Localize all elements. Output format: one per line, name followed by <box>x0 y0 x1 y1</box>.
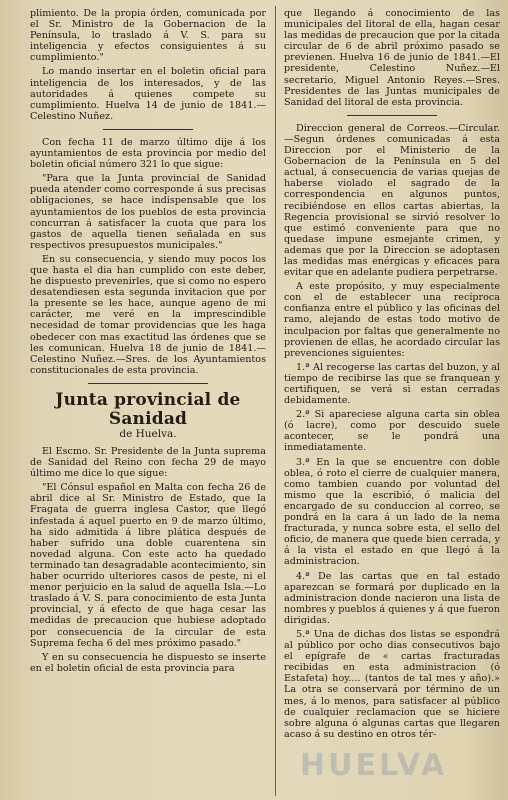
left-column <box>30 8 266 792</box>
paragraph: "El Cónsul español en Malta con fecha 26 de abril dice al Sr. Ministro de Estado, que la Fragata de guerra inglesa Castor, que llegó infestada á aquel puerto en 9 de marzo último, ha sido admitida á libre plática después de haber sufrido una doble cuarentena sin novedad alguna. Con este acto ha quedado terminado tan desagradable acontecimiento, sin haber ocurrido ulteriores casos de peste, ni el menor perjuicio en la salud de aquella Isla.—Lo traslado á V. S. para conocimiento de esta Junta provincial, y á efecto de que haga cesar las medidas de precaucion que hubiese adoptado por consecuencia de la circular de esta Suprema fecha 6 del mes próximo pasado." <box>30 482 266 649</box>
section-title: Junta provincial de Sanidad <box>55 389 241 429</box>
separator-rule <box>347 115 437 116</box>
paragraph: 5.ª Una de dichas dos listas se espondrá al público por ocho dias consecutivos bajo el epígrafe de « cartas fracturadas recibidas en esta administracion (ó Estafeta) hoy.... (tantos de tal mes y año).» La otra se conservará por término de un mes, á lo menos, para satisfacer al público de cualquier reclamacion que se hiciere sobre alguna ó algunas cartas que llegaren acaso á su destino en otros tér- <box>284 628 500 740</box>
separator-rule <box>103 129 193 130</box>
paragraph: Y en su consecuencia he dispuesto se inserte en el boletin oficial de esta provincia para <box>30 651 266 674</box>
paragraph: 1.ª Al recogerse las cartas del buzon, y al tiempo de recibirse las que se franquean y certifiquen, se verá si estan cerradas debidamente. <box>284 361 500 407</box>
column-divider <box>275 6 276 796</box>
paragraph: Con fecha 11 de marzo último dije á los ayuntamientos de esta provincia por medio del boletin oficial número 321 lo que sigue: <box>30 136 266 171</box>
paragraph: que llegando á conocimiento de las municipales del litoral de ella, hagan cesar las medidas de precaucion que por la citada circular de 6 de abril próximo pasado se previenen. Huelva 16 de junio de 1841.—El presidente, Celestino Nuñez.—El secretario, Miguel Antonio Reyes.—Sres. Presidentes de las Juntas municipales de Sanidad del litoral de esta provincia. <box>284 8 500 108</box>
paragraph: 2.ª Si apareciese alguna carta sin oblea (ó lacre), como por descuido suele acontecer, se le pondrá una inmediatamente. <box>284 409 500 454</box>
paragraph: A este propósito, y muy especialmente con el de establecer una recíproca confianza entre el público y las oficinas del ramo, alejando de estas todo motivo de inculpacion por faltas que generalmente no provienen de ellas, he acordado circular las prevenciones siguientes: <box>284 281 500 359</box>
paragraph: "Para que la Junta provincial de Sanidad pueda atender como corresponde á sus precisas obligaciones, se hace indispensable que los ayuntamientos de los pueblos de esta provincia concurran á satisfacer la cuota que para los gastos de aquella tienen señalada en sus respectivos presupuestos municipales." <box>30 173 266 251</box>
paragraph: 4.ª De las cartas que en tal estado aparezcan se formará por duplicado en la administracion donde nacieron una lista de nombres y pueblos á quienes y á que fueron dirigidas. <box>284 570 500 626</box>
paragraph: Lo mando insertar en el boletin oficial para inteligencia de los interesados, y de las autoridades á quienes compete su cumplimiento. Huelva 14 de junio de 1841.—Celestino Nuñez. <box>30 66 266 122</box>
separator-rule <box>88 383 208 384</box>
paragraph: plimiento. De la propia órden, comunicada por el Sr. Ministro de la Gobernacion de la Península, lo traslado á V. S. para su inteligencia y efectos consiguientes á su cumplimiento." <box>30 8 266 64</box>
paragraph: 3.ª En la que se encuentre con doble oblea, ó roto el cierre de cualquier manera, como tambien cuando por voluntad del mismo que la escribió, ó malicia del encargado de su conduccion al correo, se pondrá en la cara á un lado de la nema fracturada, y nunca sobre esta, el sello del oficio, de manera que quede bien cerrada, y á la vista el estado en que llegó á la administracion. <box>284 456 500 568</box>
section-subtitle: de Huelva. <box>119 427 177 440</box>
right-column <box>284 8 500 792</box>
paragraph: Direccion general de Correos.—Circular. —Segun órdenes comunicadas á esta Direccion por el Ministerio de la Gobernacion de la Península en 5 del actual, á consecuencia de varias quejas de haberse violado el sagrado de la correspondencia en algunos puntos, recibiéndose en ellos cartas abiertas, la Regencia provisional se sirvió resolver lo que estimó conveniente para que no quedase impune esmejante crimen, y ademas que por la Direccion se adoptasen las medidas mas enérgicas y eficaces para evitar que en adelante pudiera perpetrarse. <box>284 122 500 279</box>
paragraph: El Escmo. Sr. Presidente de la Junta suprema de Sanidad del Reino con fecha 29 de mayo último me dice lo que sigue: <box>30 446 266 480</box>
watermark-text: HUELVA <box>300 748 448 783</box>
paragraph: En su consecuencia, y siendo muy pocos los que hasta el dia han cumplido con este deber, he dispuesto prevenirles, que si como no espero desatendiesen esta segunda invitacion que por la presente se les hace, aunque ageno de mi carácter, me veré en la imprescindible necesidad de tomar providencias que les haga obedecer con mas exactitud las órdenes que se les comunican. Huelva 18 de junio de 1841.—Celestino Nuñez.—Sres. de los Ayuntamientos constitucionales de esta provincia. <box>30 253 266 376</box>
